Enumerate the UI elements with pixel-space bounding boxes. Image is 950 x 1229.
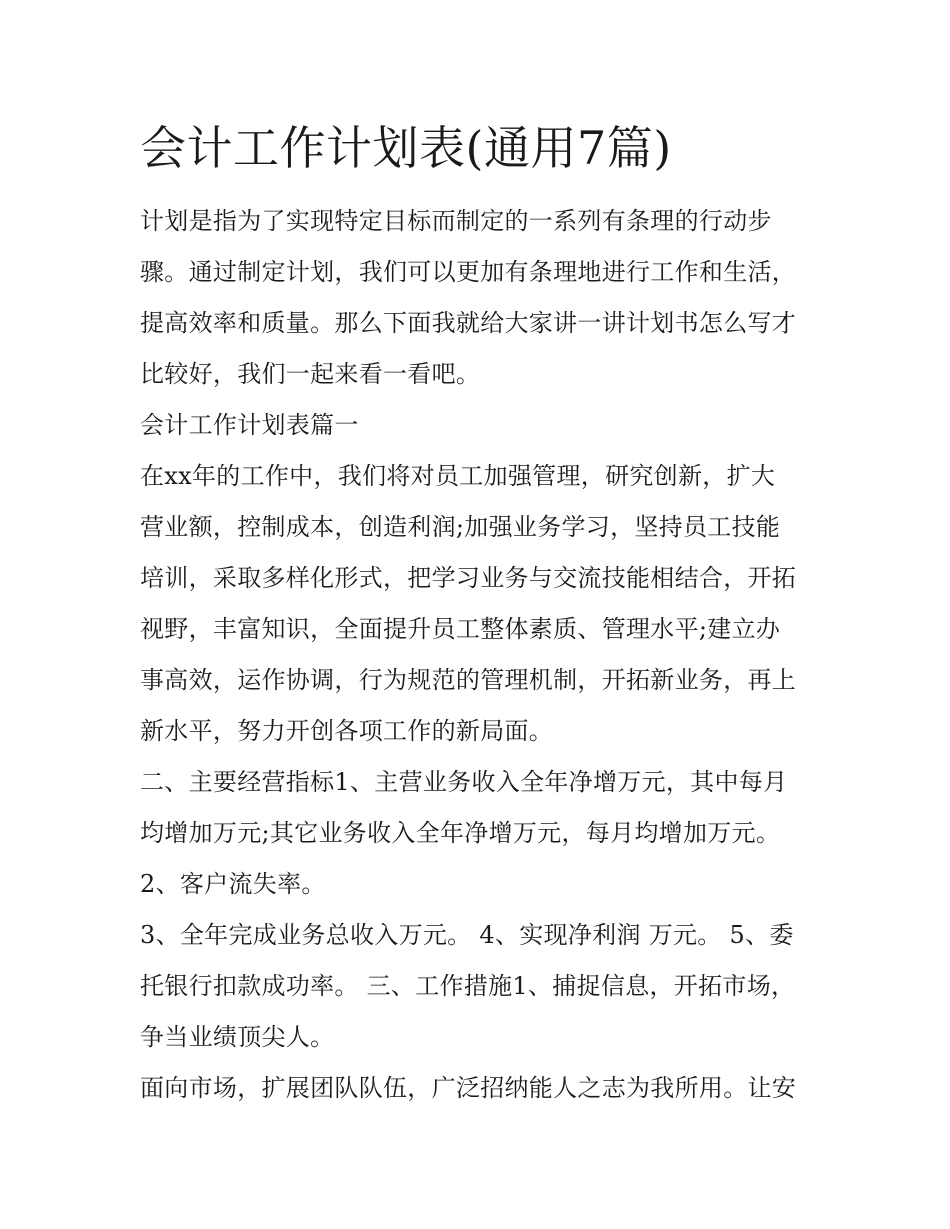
- text-line: 在xx年的工作中，我们将对员工加强管理，研究创新，扩大: [140, 462, 776, 490]
- text-line: 面向市场，扩展团队队伍，广泛招纳能人之志为我所用。让安: [140, 1074, 797, 1102]
- text-line: 均增加万元;其它业务收入全年净增万元，每月均增加万元。: [140, 819, 781, 847]
- text-line: 二、主要经营指标1、主营业务收入全年净增万元，其中每月: [140, 768, 788, 796]
- text-line: 骤。通过制定计划，我们可以更加有条理地进行工作和生活，: [140, 258, 797, 286]
- paragraph-measures: [140, 910, 820, 1063]
- paragraph-indicators: [140, 757, 820, 859]
- document-body: [140, 196, 820, 1114]
- text-line: 视野，丰富知识，全面提升员工整体素质、管理水平;建立办: [140, 615, 781, 643]
- text-line: 计划是指为了实现特定目标而制定的一系列有条理的行动步: [140, 207, 772, 235]
- section-heading: [140, 400, 820, 451]
- text-line: 会计工作计划表篇一: [140, 411, 359, 439]
- text-line: 提高效率和质量。那么下面我就给大家讲一讲计划书怎么写才: [140, 309, 797, 337]
- document-title: 会计工作计划表(通用7篇): [140, 121, 672, 175]
- text-line: 争当业绩顶尖人。: [140, 1023, 335, 1051]
- paragraph-churn: [140, 859, 820, 910]
- text-line: 3、全年完成业务总收入万元。 4、实现净利润 万元。 5、委: [140, 921, 794, 949]
- text-line: 托银行扣款成功率。 三、工作措施1、捕捉信息，开拓市场，: [140, 972, 796, 1000]
- paragraph-goals: [140, 451, 820, 757]
- text-line: 营业额，控制成本，创造利润;加强业务学习，坚持员工技能: [140, 513, 781, 541]
- text-line: 2、客户流失率。: [140, 870, 326, 898]
- text-line: 新水平，努力开创各项工作的新局面。: [140, 717, 554, 745]
- paragraph-market: [140, 1063, 820, 1114]
- text-line: 事高效，运作协调，行为规范的管理机制，开拓新业务，再上: [140, 666, 797, 694]
- text-line: 比较好，我们一起来看一看吧。: [140, 360, 481, 388]
- paragraph-intro: [140, 196, 820, 400]
- text-line: 培训，采取多样化形式，把学习业务与交流技能相结合，开拓: [140, 564, 797, 592]
